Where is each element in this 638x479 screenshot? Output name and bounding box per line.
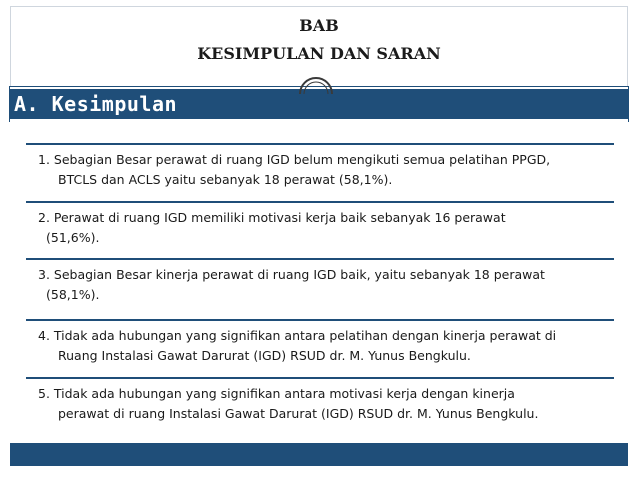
list-item-line: 5. Tidak ada hubungan yang signifikan antara motivasi kerja dengan kinerja [38,386,515,401]
list-item [26,208,626,248]
list-item-line: perawat di ruang Instalasi Gawat Darurat (IGD) RSUD dr. M. Yunus Bengkulu. [58,406,539,421]
footer-bar [10,443,628,466]
list-item-line: Ruang Instalasi Gawat Darurat (IGD) RSUD dr. M. Yunus Bengkulu. [58,348,471,363]
list-item-line: (58,1%). [46,287,100,302]
list-item-line: 4. Tidak ada hubungan yang signifikan antara pelatihan dengan kinerja perawat di [38,328,557,343]
arch-emblem-icon [296,74,336,94]
list-item [26,326,626,366]
list-item [26,265,626,305]
item-divider [26,143,614,145]
list-item [26,150,626,190]
list-item-line: BTCLS dan ACLS yaitu sebanyak 18 perawat (58,1%). [58,172,393,187]
list-item-line: 2. Perawat di ruang IGD memiliki motivasi kerja baik sebanyak 16 perawat [38,210,506,225]
title-bab: BAB [299,16,339,35]
list-item [26,384,626,424]
section-heading: A. Kesimpulan [14,92,178,116]
item-divider [26,258,614,260]
item-divider [26,377,614,379]
list-item-line: 1. Sebagian Besar perawat di ruang IGD belum mengikuti semua pelatihan PPGD, [38,152,551,167]
list-item-line: 3. Sebagian Besar kinerja perawat di ruang IGD baik, yaitu sebanyak 18 perawat [38,267,545,282]
title-kesimpulan-dan-saran: KESIMPULAN DAN SARAN [197,44,441,63]
item-divider [26,201,614,203]
item-divider [26,319,614,321]
list-item-line: (51,6%). [46,230,100,245]
